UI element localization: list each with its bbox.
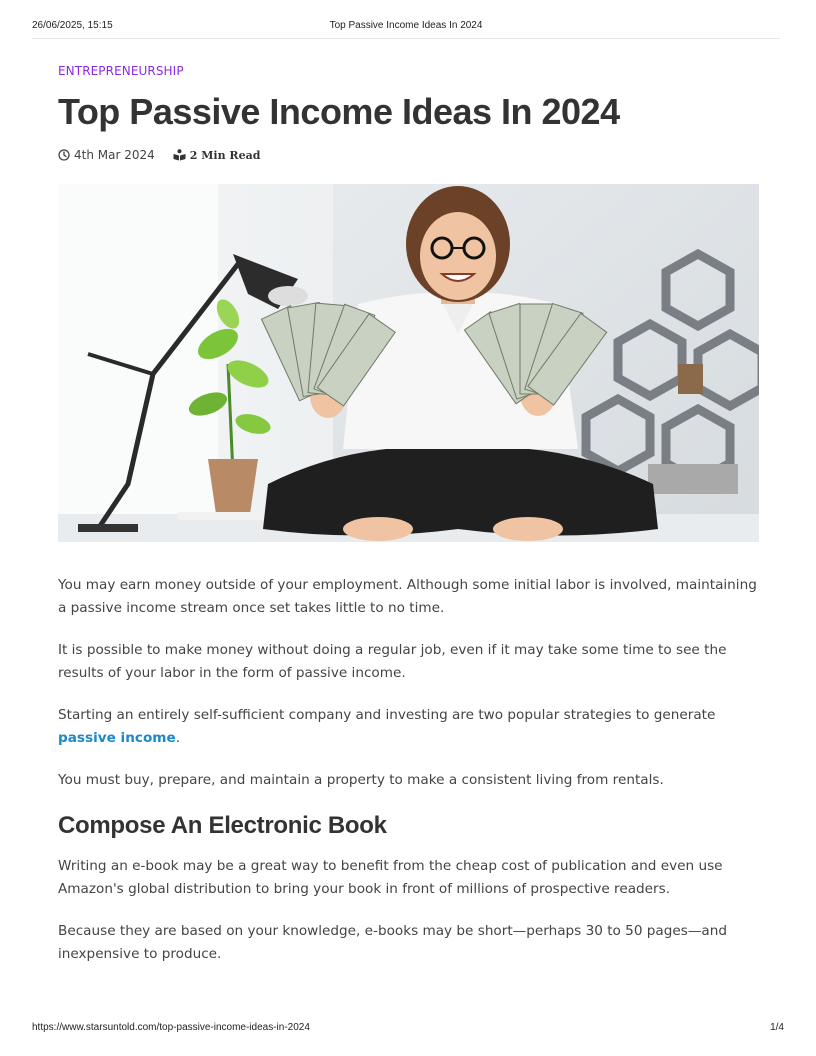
article-title: Top Passive Income Ideas In 2024 [58,91,620,132]
print-url: https://www.starsuntold.com/top-passive-income-ideas-in-2024 [32,1022,310,1033]
paragraph: Writing an e-book may be a great way to benefit from the cheap cost of publication and even use Amazon's global distribution to bring your book in front of millions of prospective readers. [58,858,723,897]
print-footer [32,1022,784,1036]
article-meta [58,146,759,164]
section-heading: Compose An Electronic Book [58,812,387,839]
print-datetime: 26/06/2025, 15:15 [32,20,113,31]
paragraph-text: . [175,730,181,746]
paragraph-text: Starting an entirely self-sufficient company and investing are two popular strategies to generate [58,707,716,723]
paragraph: Because they are based on your knowledge, e-books may be short—perhaps 30 to 50 pages—and inexpensive to produce. [58,923,727,962]
print-header [32,20,780,39]
category-link[interactable]: ENTREPRENEURSHIP [58,64,184,78]
hero-image [58,184,759,542]
passive-income-link[interactable]: passive income [58,730,176,746]
clock-icon [58,149,70,161]
publish-date [58,148,155,162]
read-time [173,149,261,162]
read-time-text: 2 Min Read [189,148,261,162]
paragraph: You may earn money outside of your employment. Although some initial labor is involved, maintaining a passive income stream once set takes little to no time. [58,577,757,616]
paragraph: You must buy, prepare, and maintain a property to make a consistent living from rentals. [58,772,664,788]
paragraph [58,704,759,750]
article [58,64,759,962]
article-body [58,574,759,985]
publish-date-text: 4th Mar 2024 [74,148,155,162]
print-page-title: Top Passive Income Ideas In 2024 [329,20,483,31]
page-number: 1/4 [770,1022,784,1033]
book-reader-icon [173,149,186,161]
paragraph: It is possible to make money without doing a regular job, even if it may take some time to see the results of your labor in the form of passive income. [58,642,727,681]
